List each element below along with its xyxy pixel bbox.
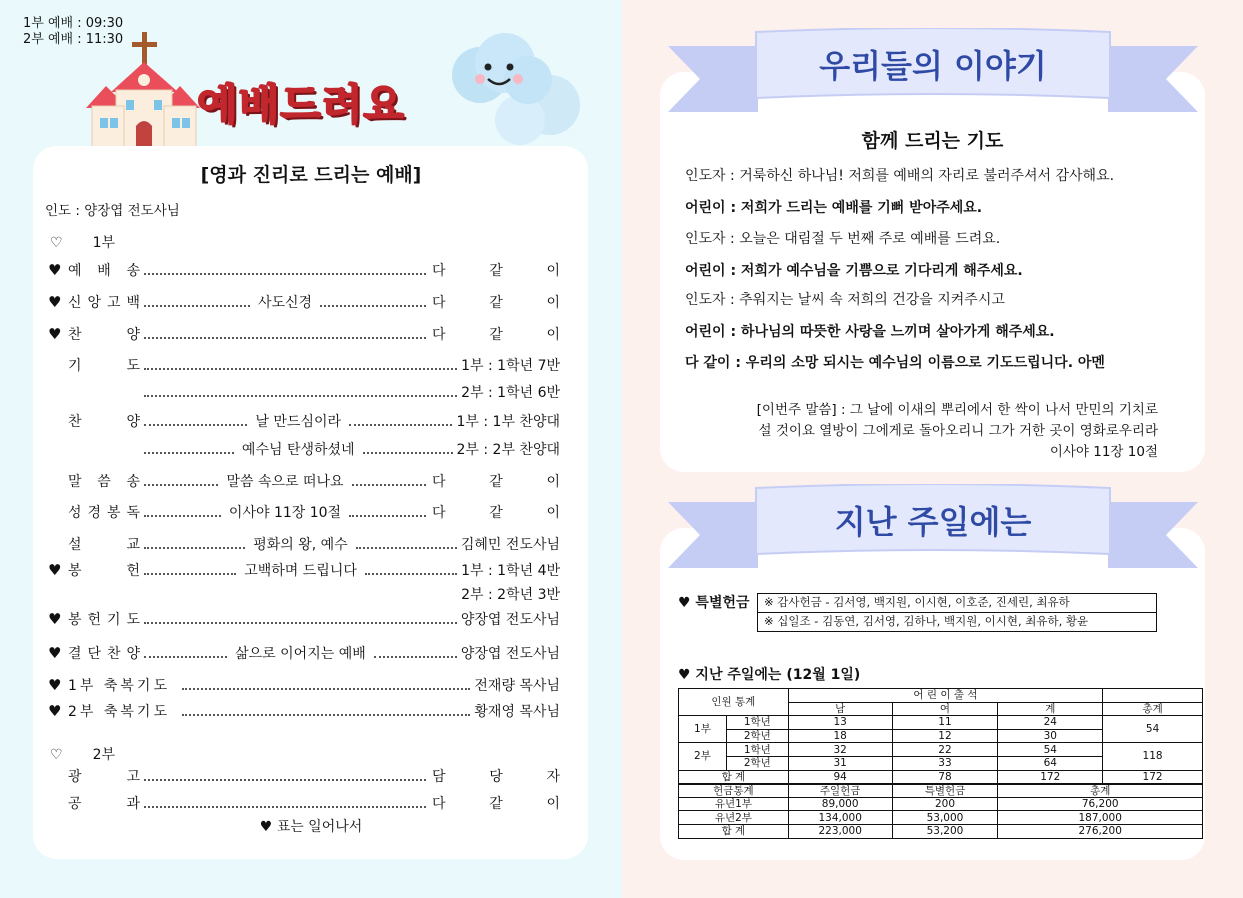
program-value: 1부 : 1부 찬양대 xyxy=(456,414,560,430)
standing-note: ♥ 표는 일어나서 xyxy=(259,819,363,835)
program-value: 다 같 이 xyxy=(432,295,561,311)
program-row xyxy=(48,584,560,604)
ribbon-banner xyxy=(668,484,1198,574)
program-title: 예수님 탄생하셨네 xyxy=(238,439,359,459)
program-value: 2부 : 2부 찬양대 xyxy=(456,442,561,458)
heart-outline-icon: ♡ xyxy=(50,235,63,251)
program-value: 전재량 목사님 xyxy=(474,678,560,694)
dotted-leader xyxy=(144,515,221,517)
program-row xyxy=(48,675,560,695)
heart-icon: ♥ xyxy=(48,293,62,311)
program-row xyxy=(48,411,560,431)
program-title: 삶으로 이어지는 예배 xyxy=(231,643,370,663)
hero-title: 예배드려요 xyxy=(197,80,405,129)
program-value: 황재영 목사님 xyxy=(474,704,560,720)
church-icon xyxy=(86,30,201,150)
program-value: 1부 : 1학년 4반 xyxy=(461,563,561,579)
table-row: 2학년 18 12 30 xyxy=(679,729,1203,743)
service-time-2: 2부 예배 : 11:30 xyxy=(23,32,124,47)
program-label: 성 경 봉 독 xyxy=(68,505,140,521)
program-row xyxy=(48,793,560,813)
ribbon-banner xyxy=(668,28,1198,118)
table-row: 합 계 94 78 172 172 xyxy=(679,770,1203,784)
section-2 xyxy=(50,744,115,764)
dotted-leader xyxy=(356,547,457,549)
program-row xyxy=(48,766,560,786)
program-value: 양장엽 전도사님 xyxy=(460,646,560,662)
program-title: 날 만드심이라 xyxy=(251,411,345,431)
dotted-leader xyxy=(352,484,426,486)
heart-icon: ♥ xyxy=(48,561,62,579)
program-row xyxy=(48,502,560,522)
program-row xyxy=(48,324,560,344)
verse-reference: 이사야 11장 10절 xyxy=(1049,444,1158,460)
program-label: 봉 헌 기 도 xyxy=(68,612,140,628)
table-row: 2부 1학년 32 22 54 118 xyxy=(679,743,1203,757)
dotted-leader xyxy=(349,424,452,426)
attendance-table xyxy=(678,688,1203,839)
verse-line: [이번주 말씀] : 그 날에 이새의 뿌리에서 한 싹이 나서 만민의 기치로 xyxy=(756,402,1158,418)
program-title: 이사야 11장 10절 xyxy=(225,502,345,522)
dotted-leader xyxy=(374,656,457,658)
prayer-line: 인도자 : 거룩하신 하나님! 저희를 예배의 자리로 불러주셔서 감사해요. xyxy=(685,168,1115,184)
program-value: 2부 : 1학년 6반 xyxy=(461,385,560,401)
heart-outline-icon: ♡ xyxy=(50,747,63,763)
cloud-icon xyxy=(440,25,585,145)
prayer-line: 어린이 : 저희가 드리는 예배를 기뻐 받아주세요. xyxy=(685,200,983,216)
program-label: 설 교 xyxy=(68,537,140,553)
table-row: 유년1부 89,000 200 76,200 xyxy=(679,797,1203,811)
heart-icon: ♥ xyxy=(48,702,62,720)
table-row: 인원 통계 어 린 이 출 석 xyxy=(679,689,1203,703)
dotted-leader xyxy=(144,273,426,275)
prayer-line: 어린이 : 하나님의 따뜻한 사랑을 느끼며 살아가게 해주세요. xyxy=(685,324,1055,340)
program-label xyxy=(68,384,140,400)
section-1-label: 1부 xyxy=(92,235,115,251)
dotted-leader xyxy=(144,779,426,781)
dotted-leader xyxy=(144,656,227,658)
attendance-label: ♥ 지난 주일에는 (12월 1일) xyxy=(678,667,861,683)
heart-icon: ♥ xyxy=(48,325,62,343)
service-time-1: 1부 예배 : 09:30 xyxy=(23,16,124,31)
program-row xyxy=(48,534,560,554)
prayer-line: 다 같이 : 우리의 소망 되시는 예수님의 이름으로 기도드립니다. 아멘 xyxy=(685,355,1105,371)
program-label: 찬 양 xyxy=(68,327,140,343)
program-title: 고백하며 드립니다 xyxy=(240,560,361,580)
program-value: 1부 : 1학년 7반 xyxy=(461,358,560,374)
program-label: 봉 헌 xyxy=(68,563,140,579)
program-label: 찬 양 xyxy=(68,414,140,430)
program-row xyxy=(48,260,560,280)
program-value: 담 당 자 xyxy=(432,769,560,785)
prayer-line: 어린이 : 저희가 예수님을 기쁨으로 기다리게 해주세요. xyxy=(685,263,1023,279)
program-title: 사도신경 xyxy=(254,292,316,312)
table-row: 2학년 31 33 64 xyxy=(679,756,1203,770)
special-offering-line: ※ 십일조 - 김동연, 김서영, 김하나, 백지원, 이시현, 최유하, 황윤 xyxy=(757,612,1157,632)
program-label: 1부 축복기도 xyxy=(68,678,170,694)
program-row xyxy=(48,355,560,375)
dotted-leader xyxy=(144,622,457,624)
program-label: 공 과 xyxy=(68,796,140,812)
table-row: 1부 1학년 13 11 24 54 xyxy=(679,716,1203,730)
dotted-leader xyxy=(144,424,247,426)
program-value: 2부 : 2학년 3반 xyxy=(461,587,560,603)
program-label: 2부 축복기도 xyxy=(68,704,170,720)
dotted-leader xyxy=(320,305,426,307)
dotted-leader xyxy=(144,368,457,370)
table-row: 유년2부 134,000 53,000 187,000 xyxy=(679,811,1203,825)
program-value: 양장엽 전도사님 xyxy=(460,612,560,628)
heart-icon: ♥ xyxy=(48,261,62,279)
special-offering-label: ♥ 특별헌금 xyxy=(678,595,750,611)
dotted-leader xyxy=(363,452,453,454)
program-label xyxy=(68,441,140,457)
program-row xyxy=(48,439,560,459)
prayer-title: 함께 드리는 기도 xyxy=(861,130,1004,152)
program-label xyxy=(68,586,140,602)
stories-ribbon-title: 우리들의 이야기 xyxy=(819,47,1047,85)
special-offering-line: ※ 감사헌금 - 김서영, 백지원, 이시현, 이호준, 진세린, 최유하 xyxy=(757,593,1157,613)
worship-leader: 인도 : 양장엽 전도사님 xyxy=(45,203,180,219)
program-value: 다 같 이 xyxy=(432,796,560,812)
dotted-leader xyxy=(349,515,426,517)
program-row xyxy=(48,292,560,312)
program-label: 말 씀 송 xyxy=(68,474,140,490)
dotted-leader xyxy=(144,337,426,339)
dotted-leader xyxy=(144,573,236,575)
dotted-leader xyxy=(144,305,250,307)
program-label: 신 앙 고 백 xyxy=(68,295,140,311)
dotted-leader xyxy=(182,688,470,690)
section-1 xyxy=(50,232,115,252)
program-label: 예 배 송 xyxy=(68,263,140,279)
heart-icon: ♥ xyxy=(48,676,62,694)
heart-icon: ♥ xyxy=(48,644,62,662)
table-row: 남 여 계 총계 xyxy=(679,702,1203,716)
dotted-leader xyxy=(144,395,457,397)
program-label: 광 고 xyxy=(68,769,140,785)
prayer-line: 인도자 : 오늘은 대림절 두 번째 주로 예배를 드려요. xyxy=(685,231,1001,247)
program-title: 말씀 속으로 떠나요 xyxy=(222,471,347,491)
dotted-leader xyxy=(144,484,218,486)
program-value: 다 같 이 xyxy=(432,474,560,490)
dotted-leader xyxy=(144,452,234,454)
program-row xyxy=(48,643,560,663)
program-title: 평화의 왕, 예수 xyxy=(249,534,352,554)
dotted-leader xyxy=(144,547,245,549)
dotted-leader xyxy=(144,806,426,808)
program-row xyxy=(48,471,560,491)
table-row: 합 계 223,000 53,200 276,200 xyxy=(679,824,1203,838)
table-row: 헌금통계 주일헌금 특별헌금 총계 xyxy=(679,784,1203,798)
program-row xyxy=(48,560,560,580)
program-label: 기 도 xyxy=(68,358,140,374)
program-value: 다 같 이 xyxy=(432,327,560,343)
dotted-leader xyxy=(182,714,470,716)
program-value: 다 같 이 xyxy=(432,505,560,521)
last-sunday-ribbon-title: 지난 주일에는 xyxy=(834,503,1032,541)
program-label: 결 단 찬 양 xyxy=(68,646,140,662)
dotted-leader xyxy=(365,573,457,575)
section-2-label: 2부 xyxy=(92,747,115,763)
program-row xyxy=(48,382,560,402)
verse-line: 설 것이요 열방이 그에게로 돌아오리니 그가 거한 곳이 영화로우리라 xyxy=(758,423,1158,439)
program-value: 김혜민 전도사님 xyxy=(460,537,560,553)
program-row xyxy=(48,701,560,721)
worship-title: [영과 진리로 드리는 예배] xyxy=(200,164,422,186)
program-value: 다 같 이 xyxy=(432,263,560,279)
weekly-verse xyxy=(678,400,1158,463)
prayer-line: 인도자 : 추워지는 날씨 속 저희의 건강을 지켜주시고 xyxy=(685,292,1005,308)
program-row xyxy=(48,609,560,629)
heart-icon: ♥ xyxy=(48,610,62,628)
